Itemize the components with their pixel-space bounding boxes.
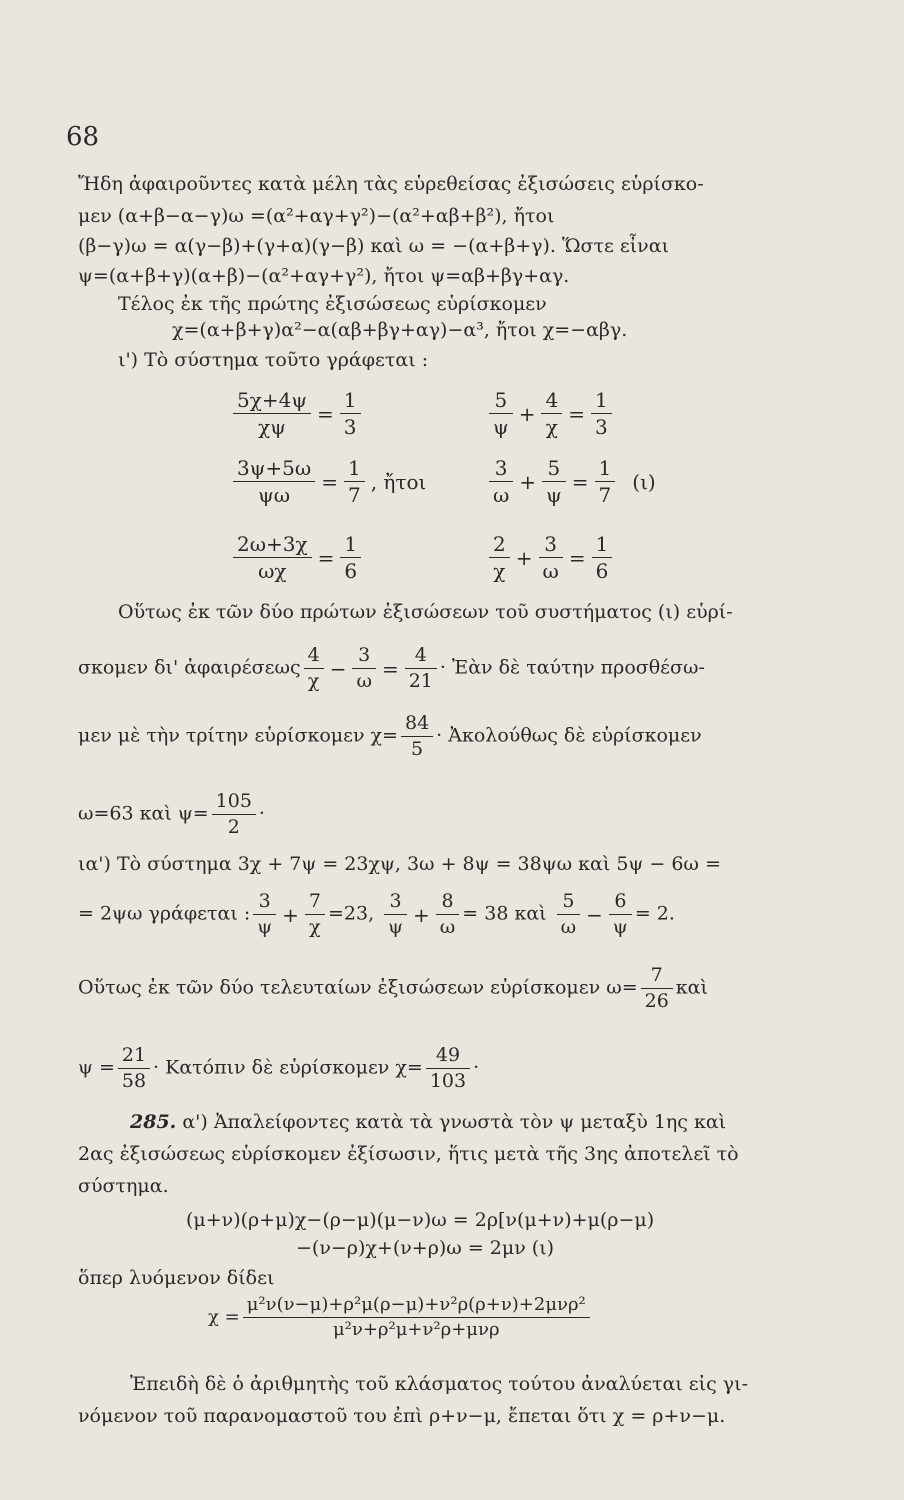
text-line: 2ας ἐξισώσεως εὑρίσκομεν ἐξίσωσιν, ἥτις μετὰ τῆς 3ης ἀποτελεῖ τὸ [78,1143,739,1165]
text-line-with-fractions: ψ = $\frac{21}{58}$ · Κατόπιν δὲ εὑρίσκομεν χ= $\frac{49}{103}$ · [78,1044,480,1092]
system-equation: $\frac{3\psi+5\omega}{\psi\omega}$ = $\frac{1}{7}$ , ἤτοι [230,458,429,505]
system-equation: $\frac{2}{\chi}$ + $\frac{3}{\omega}$ = $\frac{1}{6}$ [486,534,615,581]
text-line: Ἤδη ἀφαιροῦντες κατὰ μέλη τὰς εὑρεθείσας ἐξισώσεις εὑρίσκο- [78,173,704,195]
text-line-with-fractions: μεν μὲ τὴν τρίτην εὑρίσκομεν χ= $\frac{84}{5}$ · Ἀκολούθως δὲ εὑρίσκομεν [78,712,702,760]
text-line: Οὕτως ἐκ τῶν δύο πρώτων ἐξισώσεων τοῦ συστήματος (ι) εὑρί- [118,601,733,623]
section-number: 285. [130,1111,177,1133]
text-line-with-fractions: σκομεν δι' ἀφαιρέσεως $\frac{4}{\chi}$ − $\frac{3}{\omega}$ = $\frac{4}{21}$ · Ἐὰν δὲ ταύτην προσθέσω- [78,644,705,692]
page-number: 68 [66,122,100,152]
text-line: μεν (α+β−α−γ)ω =(α²+αγ+γ²)−(α²+αβ+β²), ἤτοι [78,205,555,227]
text-line: ια') Τὸ σύστημα 3χ + 7ψ = 23χψ, 3ω + 8ψ = 38ψω καὶ 5ψ − 6ω = [78,853,721,875]
equation-label: (ι) [632,469,656,494]
text-line: ι') Τὸ σύστημα τοῦτο γράφεται : [118,349,429,371]
text-line: Ἐπειδὴ δὲ ὁ ἀριθμητὴς τοῦ κλάσματος τούτου ἀναλύεται εἰς γι- [130,1373,748,1395]
text-line-with-fractions: Οὕτως ἐκ τῶν δύο τελευταίων ἐξισώσεων εὑρίσκομεν ω= $\frac{7}{26}$ καὶ [78,964,708,1012]
system-equation: $\frac{3}{\omega}$ + $\frac{5}{\psi}$ = $\frac{1}{7}$ (ι) [486,458,659,505]
system-equation: $\frac{5}{\psi}$ + $\frac{4}{\chi}$ = $\frac{1}{3}$ [486,390,615,437]
solution-fraction: χ = $\frac{\text{μ²ν(ν−μ)+ρ²μ(ρ−μ)+ν²ρ(ρ+ν)+2μνρ²}}{\text{μ²ν+ρ²μ+ν²ρ+μνρ}}$ [208,1296,593,1339]
text-line: νόμενον τοῦ παρανομαστοῦ του ἐπὶ ρ+ν−μ, ἔπεται ὅτι χ = ρ+ν−μ. [78,1405,726,1427]
text-line-with-fractions: ω=63 καὶ ψ= $\frac{105}{2}$ · [78,790,265,838]
text-line: 285. α') Ἀπαλείφοντες κατὰ τὰ γνωστὰ τὸν ψ μεταξὺ 1ης καὶ [130,1111,727,1133]
text-line: ὅπερ λυόμενον δίδει [78,1267,275,1289]
system-equation: $\frac{5\chi+4\psi}{\chi\psi}$ = $\frac{1}{3}$ [230,390,364,437]
text-line-with-fractions: = 2ψω γράφεται : $\frac{3}{\psi}$ + $\frac{7}{\chi}$ =23, $\frac{3}{\psi}$ + $\frac{8}{\omega}$ = 38 καὶ $\frac{5}{\omega}$ − $\frac{6}{\psi}$ = 2. [78,890,675,938]
text-line: ψ=(α+β+γ)(α+β)−(α²+αγ+γ²), ἤτοι ψ=αβ+βγ+αγ. [78,265,570,287]
system-equation: $\frac{2\omega+3\chi}{\omega\chi}$ = $\frac{1}{6}$ [230,534,364,581]
text-line: (β−γ)ω = α(γ−β)+(γ+α)(γ−β) καὶ ω = −(α+β+γ). Ὥστε εἶναι [78,235,670,257]
equation-line: (μ+ν)(ρ+μ)χ−(ρ−μ)(μ−ν)ω = 2ρ[ν(μ+ν)+μ(ρ−μ) [186,1209,655,1231]
equation-line: −(ν−ρ)χ+(ν+ρ)ω = 2μν (ι) [296,1237,555,1259]
text-line: σύστημα. [78,1175,169,1197]
text-line: χ=(α+β+γ)α²−α(αβ+βγ+αγ)−α³, ἤτοι χ=−αβγ. [172,319,628,341]
text-line: Τέλος ἐκ τῆς πρώτης ἐξισώσεως εὑρίσκομεν [118,293,547,315]
